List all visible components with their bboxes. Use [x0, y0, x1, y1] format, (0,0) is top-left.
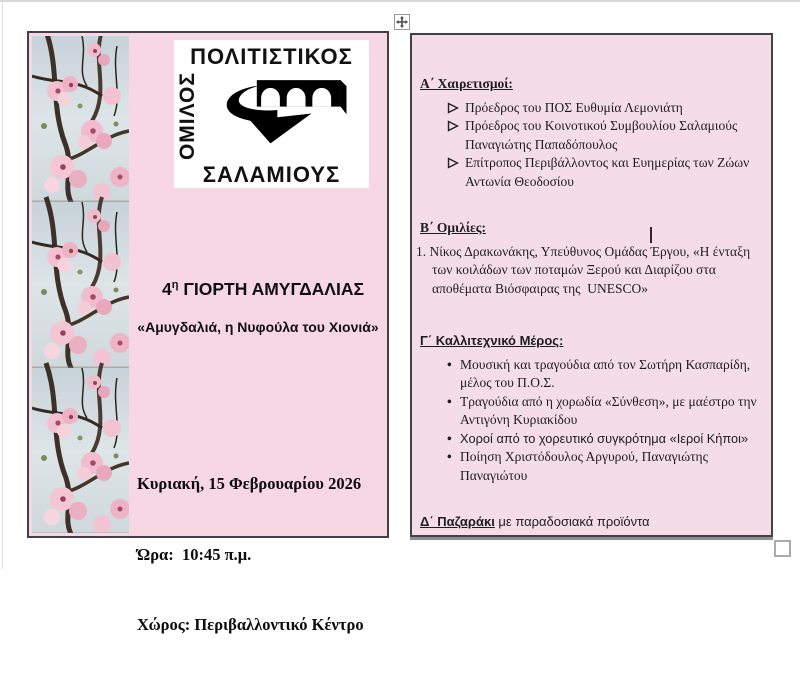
list-item: 1. Νίκος Δρακωνάκης, Υπεύθυνος Ομάδας Έργου, «Η ένταξη των κοιλάδων των ποταμών Ξερού και Διαρίζου στα αποθέματα Βιόσφαιρας της UNESCO» — [416, 243, 754, 296]
list-item: • Ποίηση Χριστόδουλος Αργυρού, Παναγιώτης Παναγιώτου — [447, 449, 708, 483]
section-bazaar — [420, 513, 757, 532]
round-bullet-icon: • — [447, 356, 452, 372]
event-date: Κυριακή, 15 Φεβρουαρίου 2026 — [137, 474, 362, 493]
round-bullet-icon: • — [447, 393, 452, 409]
page-top-edge — [0, 0, 800, 2]
arrow-bullet-icon — [447, 102, 459, 114]
event-subtitle: «Αμυγδαλιά, η Νυφούλα του Χιονιά» — [137, 319, 379, 335]
page-left-edge — [2, 2, 3, 569]
logo-text-top: ΠΟΛΙΤΙΣΤΙΚΟΣ — [190, 44, 353, 69]
section-d-text: με παραδοσιακά προϊόντα — [494, 514, 650, 529]
round-bullet-icon: • — [447, 430, 452, 446]
arrow-bullet-icon — [447, 157, 459, 169]
list-item: • Τραγούδια από η χορωδία «Σύνθεση», με μαέστρο την Αντιγόνη Κυριακίδου — [447, 393, 757, 427]
list-item: • Χοροί από το χορευτικό συγκρότημα «Ιεροί Κήποι» — [420, 430, 757, 449]
cultural-club-logo — [174, 40, 369, 188]
logo-text-side: ΟΜΙΛΟΣ — [176, 72, 199, 161]
event-title: $4^\eta$ ΓΙΟΡΤΗ ΑΜΥΓΔΑΛΙΑΣ — [162, 279, 364, 299]
list-item: Πρόεδρος του Κοινοτικού Συμβουλίου Σαλαμιούς Παναγιώτης Παπαδόπουλος — [420, 117, 757, 154]
list-item: Πρόεδρος του ΠΟΣ Ευθυμία Λεμονιάτη — [420, 99, 757, 118]
list-item: Επίτροπος Περιβάλλοντος και Ευημερίας των Ζώων Αντωνία Θεοδοσίου — [420, 154, 757, 191]
arrow-bullet-icon — [447, 120, 459, 132]
item-number: 1. — [416, 243, 430, 259]
list-item: • Μουσική και τραγούδια από τον Σωτήρη Κασπαρίδη, μέλος του Π.Ο.Σ. — [447, 356, 751, 390]
section-greetings — [420, 75, 757, 191]
section-talks — [416, 219, 757, 298]
left-flyer-panel[interactable] — [27, 31, 389, 634]
panel-shadow — [410, 537, 773, 540]
text-caret — [650, 227, 652, 243]
event-details — [137, 425, 387, 684]
program-panel[interactable] — [410, 33, 773, 537]
section-artistic — [420, 332, 757, 485]
round-bullet-icon: • — [447, 449, 452, 464]
object-move-handle[interactable] — [394, 14, 410, 30]
logo-text-bottom: ΣΑΛΑΜΙΟΥΣ — [202, 162, 341, 188]
bridge-logo-icon — [219, 75, 351, 157]
almond-blossom-photo-strip — [32, 36, 129, 533]
section-b-heading: Β΄ Ομιλίες: — [420, 220, 486, 235]
section-a-heading: Α΄ Χαιρετισμοί: — [420, 76, 513, 91]
section-d-heading: Δ΄ Παζαράκι — [420, 514, 495, 529]
program-content — [412, 35, 771, 535]
resize-handle[interactable] — [774, 540, 791, 557]
section-c-heading: Γ΄ Καλλιτεχνικό Μέρος: — [420, 333, 564, 348]
event-venue: Χώρος: Περιβαλλοντικό Κέντρο — [137, 615, 364, 634]
event-time: Ώρα: 10:45 π.μ. — [137, 544, 252, 564]
move-cross-icon — [396, 16, 408, 28]
